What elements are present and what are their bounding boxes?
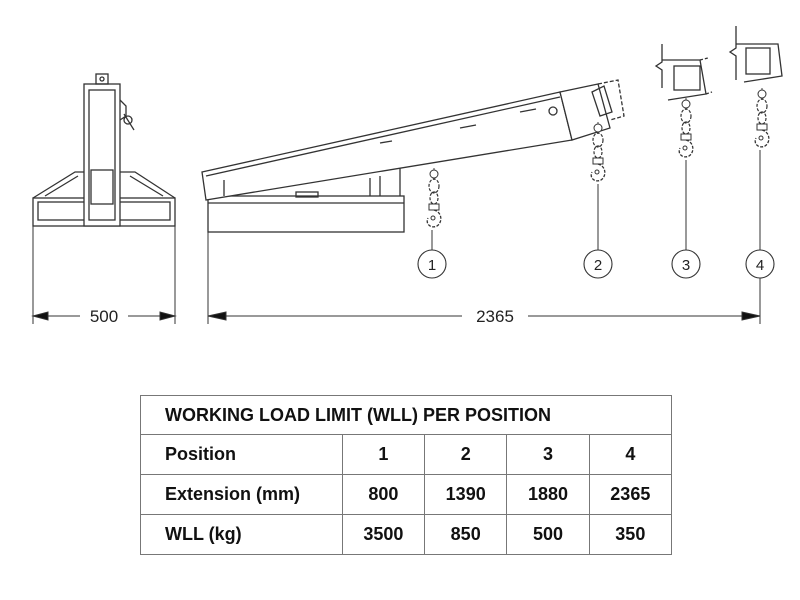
table-row-wll bbox=[141, 515, 672, 555]
length-dimension-label: 2365 bbox=[476, 307, 514, 326]
position-label-4: 4 bbox=[755, 257, 765, 274]
row-label-extension: Extension (mm) bbox=[141, 475, 343, 515]
wll-table-title-row bbox=[141, 396, 672, 435]
table-row-position bbox=[141, 435, 672, 475]
side-view bbox=[202, 80, 624, 232]
table-cell: 2365 bbox=[589, 475, 671, 515]
boom-end-position-4 bbox=[730, 26, 782, 82]
width-dimension-label: 500 bbox=[89, 307, 119, 326]
hook-position-1 bbox=[427, 168, 441, 227]
boom-end-position-3 bbox=[656, 44, 712, 100]
table-cell: 2 bbox=[425, 435, 507, 475]
table-cell: 3500 bbox=[342, 515, 424, 555]
row-label-position: Position bbox=[141, 435, 343, 475]
table-cell: 1390 bbox=[425, 475, 507, 515]
table-cell: 850 bbox=[425, 515, 507, 555]
table-cell: 1 bbox=[342, 435, 424, 475]
leader-lines bbox=[432, 150, 760, 250]
row-label-wll: WLL (kg) bbox=[141, 515, 343, 555]
position-label-3: 3 bbox=[681, 257, 691, 274]
table-row-extension bbox=[141, 475, 672, 515]
position-label-2: 2 bbox=[593, 257, 603, 274]
table-cell: 350 bbox=[589, 515, 671, 555]
front-view bbox=[33, 74, 175, 226]
table-cell: 4 bbox=[589, 435, 671, 475]
hook-position-4 bbox=[755, 88, 769, 147]
table-cell: 3 bbox=[507, 435, 589, 475]
hook-position-3 bbox=[679, 98, 693, 157]
position-label-1: 1 bbox=[427, 257, 437, 274]
table-cell: 1880 bbox=[507, 475, 589, 515]
wll-table-title: WORKING LOAD LIMIT (WLL) PER POSITION bbox=[141, 396, 672, 435]
table-cell: 500 bbox=[507, 515, 589, 555]
table-cell: 800 bbox=[342, 475, 424, 515]
wll-table bbox=[140, 395, 672, 555]
